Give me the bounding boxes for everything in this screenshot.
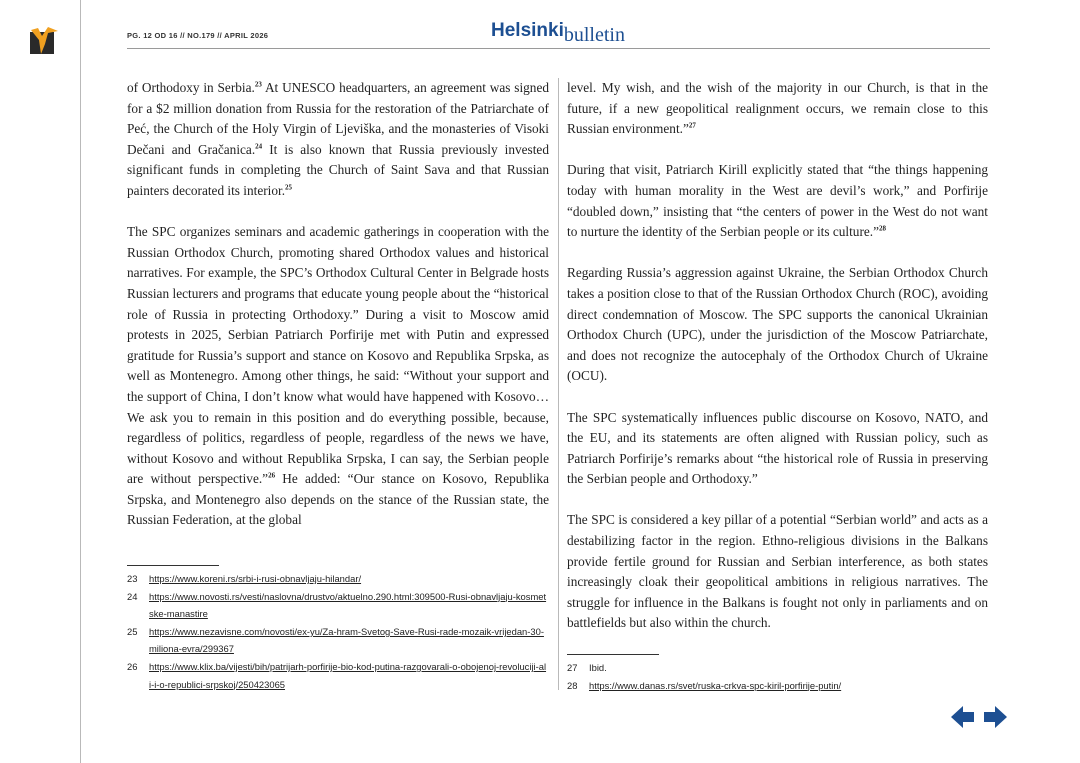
brand-light: bulletin — [563, 24, 625, 46]
footnote-ref[interactable]: 27 — [688, 121, 696, 130]
page-margin-line — [80, 0, 81, 763]
left-column — [127, 78, 549, 531]
text: During that visit, Patriarch Kirill explicitly stated that “the things happening today with human morality in the West are devil’s work,” and Porfirije “doubled down,” insisting that “the centers of power in the West do not want to nurture the identity of the Serbian people or its culture.” — [567, 162, 988, 240]
text: of Orthodoxy in Serbia. — [127, 80, 255, 95]
column-divider — [558, 78, 559, 690]
footnote-ref[interactable]: 25 — [285, 183, 293, 192]
footnote — [127, 588, 547, 623]
text: level. My wish, and the wish of the majority in our Church, is that in the future, if a new geopolitical realignment occurs, we remain close to this Russian environment.” — [567, 80, 988, 137]
footnote-link[interactable]: https://www.novosti.rs/vesti/naslovna/drustvo/aktuelno.290.html:309500-Rusi-obnavljaju-kosmetske-manastire — [149, 590, 547, 620]
right-column — [567, 78, 988, 634]
brand-bold: Helsinki — [491, 20, 564, 41]
footnote-rule — [567, 654, 659, 655]
text: The SPC organizes seminars and academic gatherings in cooperation with the Russian Orthodox Church, promoting shared Orthodox values and historical narratives. For example, the SPC’s Orthodox Cultural Center in Belgrade hosts Russian lecturers and programs that educate young people about the “historical role of Russia in protecting Orthodoxy.” During a visit to Moscow amid protests in 2025, Serbian Patriarch Porfirije met with Putin and expressed gratitude for Russia’s support and stance on Kosovo and Republika Srpska, as well as Montenegro. Among other things, he said: “Without your support and the support of China, I don’t know what would have happened with Kosovo… We ask you to remain in this position and do everything possible, because, regardless of politics, regardless of people, regardless of the news we have, without Kosovo and without Republika Srpska, I can say, the Serbian people are without perspective.” — [127, 224, 549, 487]
footnotes-right — [567, 659, 987, 694]
footnote-number: 28 — [567, 679, 578, 691]
footnote-ref[interactable]: 26 — [268, 471, 276, 480]
footnote-number: 25 — [127, 625, 138, 637]
footnote-ref[interactable]: 28 — [879, 224, 887, 233]
footnote — [127, 570, 547, 588]
previous-page-button[interactable] — [951, 706, 975, 728]
paragraph — [567, 78, 988, 140]
paragraph: The SPC is considered a key pillar of a potential “Serbian world” and acts as a destabilizing factor in the region. Ethno-religious divisions in the Balkans provide fertile ground for Russian and Serbian interference, as both states increasingly cloak their geopolitical ambitions in religious narratives. The struggle for influence in the Balkans is fought not only in parliaments and on battlefields but also within the church. — [567, 512, 988, 631]
paragraph: The SPC systematically influences public discourse on Kosovo, NATO, and the EU, and its statements are often aligned with Russian policy, such as Patriarch Porfirije’s remarks about “the historical role of Russia in preserving the Serbian people and Orthodoxy.” — [567, 409, 988, 487]
footnote-rule — [127, 565, 219, 566]
footnote-number: 26 — [127, 660, 138, 672]
text: It is also known that Russia previously invested significant funds in completing the Church of Saint Sava and that Russian painters decorated its interior. — [127, 141, 549, 198]
footnote — [127, 623, 547, 658]
footnote — [567, 659, 987, 677]
footnote-text: Ibid. — [589, 662, 607, 673]
footnote-link[interactable]: https://www.klix.ba/vijesti/bih/patrijarh-porfirije-bio-kod-putina-razgovarali-o-obojenoj-revoluciji-ali-i-o-republici-srpskoj/250423065 — [149, 660, 547, 690]
arrow-left-icon — [951, 706, 975, 728]
paragraph — [567, 160, 988, 242]
text: He added: “Our stance on Kosovo, Republika Srpska, and Montenegro also depends on the stance of the Russian state, the Russian Federation, at the global — [127, 471, 550, 528]
footnote — [127, 658, 547, 693]
footnote-number: 27 — [567, 662, 578, 673]
header-divider — [127, 48, 990, 49]
footnote — [567, 677, 987, 695]
footnote-number: 24 — [127, 590, 138, 602]
paragraph: Regarding Russia’s aggression against Ukraine, the Serbian Orthodox Church takes a position close to that of the Russian Orthodox Church (ROC), avoiding direct condemnation of Moscow. The SPC supports the canonical Ukrainian Orthodox Church (UPC), under the jurisdiction of the Moscow Patriarchate, and does not recognize the autocephaly of the Orthodox Church of Ukraine (OCU). — [567, 265, 988, 384]
paragraph — [127, 222, 549, 531]
footnote-link[interactable]: https://www.nezavisne.com/novosti/ex-yu/Za-hram-Svetog-Save-Rusi-rade-mozaik-vrijedan-30-miliona-evra/299367 — [149, 625, 544, 655]
footnote-ref[interactable]: 24 — [255, 142, 263, 151]
footnotes-left — [127, 570, 547, 693]
paragraph — [127, 78, 549, 202]
text: At UNESCO headquarters, an agreement was signed for a $2 million donation from Russia for the restoration of the Patriarchate of Peć, the Church of the Holy Virgin of Ljeviška, and the monasteries of Visoki Dečani and Gračanica. — [127, 80, 550, 157]
footnote-link[interactable]: https://www.koreni.rs/srbi-i-rusi-obnavljaju-hilandar/ — [149, 573, 362, 584]
bulletin-logo-icon — [28, 24, 62, 56]
arrow-right-icon — [983, 706, 1007, 728]
issue-info: PG. 12 OD 16 // NO.179 // APRIL 2026 — [127, 31, 269, 40]
footnote-number: 23 — [127, 573, 138, 584]
footnote-link[interactable]: https://www.danas.rs/svet/ruska-crkva-spc-kiril-porfirije-putin/ — [589, 679, 842, 691]
footnote-ref[interactable]: 23 — [254, 80, 262, 89]
next-page-button[interactable] — [983, 706, 1007, 728]
publication-title — [491, 20, 625, 46]
